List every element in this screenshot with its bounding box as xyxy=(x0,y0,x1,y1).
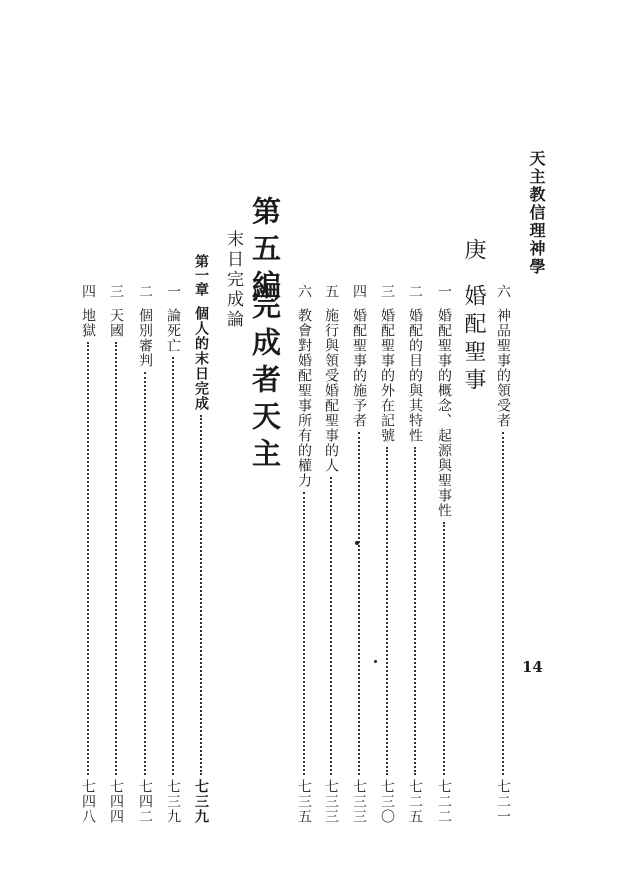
section-title: 婚配聖事 xyxy=(461,284,486,396)
entry-text: 神品聖事的領受者 xyxy=(495,308,511,428)
toc-entry xyxy=(319,284,343,824)
entry-page: 七二五 xyxy=(407,779,423,824)
entry-text: 論死亡 xyxy=(165,308,181,353)
entry-number: 五 xyxy=(323,284,339,298)
entry-number: 二 xyxy=(137,284,153,298)
entry-number: 六 xyxy=(296,284,312,298)
dot-leader xyxy=(87,342,89,775)
toc-entry xyxy=(161,284,185,824)
entry-number: 六 xyxy=(495,284,511,298)
entry-text: 婚配聖事的施予者 xyxy=(351,308,367,428)
scan-speck xyxy=(355,541,359,545)
toc-entry xyxy=(432,284,456,824)
toc-entry xyxy=(491,284,515,824)
entry-number: 四 xyxy=(80,284,96,298)
toc-entry xyxy=(292,284,316,824)
dot-leader xyxy=(200,415,202,775)
chapter-entry xyxy=(189,254,213,824)
section-ordinal: 庚 xyxy=(461,238,486,266)
dot-leader xyxy=(144,372,146,775)
entry-page: 七二一 xyxy=(495,779,511,824)
entry-page: 七三三 xyxy=(351,779,367,824)
entry-page: 七四四 xyxy=(108,779,124,824)
part-subtitle: 末日完成論 xyxy=(223,230,243,330)
entry-text: 婚配聖事的外在記號 xyxy=(379,308,395,443)
entry-number: 三 xyxy=(379,284,395,298)
scan-speck xyxy=(374,660,377,663)
entry-text: 天國 xyxy=(108,308,124,338)
toc-entry xyxy=(104,284,128,824)
entry-text: 婚配聖事的概念、起源與聖事性 xyxy=(436,308,452,518)
running-header: 天主教信理神學 xyxy=(527,150,546,276)
chapter-page: 七三九 xyxy=(193,779,209,824)
chapter-text: 個人的末日完成 xyxy=(193,306,209,411)
entry-page: 七三五 xyxy=(296,779,312,824)
entry-text: 教會對婚配聖事所有的權力 xyxy=(296,308,312,488)
entry-text: 施行與領受婚配聖事的人 xyxy=(323,308,339,473)
dot-leader xyxy=(502,432,504,775)
entry-number: 二 xyxy=(407,284,423,298)
entry-text: 個別審判 xyxy=(137,308,153,368)
toc-entry xyxy=(403,284,427,824)
dot-leader xyxy=(330,477,332,775)
entry-text: 地獄 xyxy=(80,308,96,338)
toc-entry xyxy=(347,284,371,824)
entry-page: 七三〇 xyxy=(379,779,395,824)
entry-number: 一 xyxy=(436,284,452,298)
dot-leader xyxy=(115,342,117,775)
part-label: 第五編 xyxy=(248,196,282,307)
dot-leader xyxy=(172,357,174,775)
page-number: 14 xyxy=(522,658,543,676)
dot-leader xyxy=(414,447,416,775)
entry-number: 一 xyxy=(165,284,181,298)
entry-page: 七三三 xyxy=(323,779,339,824)
dot-leader xyxy=(358,432,360,775)
entry-number: 三 xyxy=(108,284,124,298)
entry-text: 婚配的目的與其特性 xyxy=(407,308,423,443)
entry-page: 七四二 xyxy=(137,779,153,824)
part-title: 完成者天主 xyxy=(248,290,282,475)
toc-entry xyxy=(375,284,399,824)
chapter-number: 第一章 xyxy=(193,254,209,296)
dot-leader xyxy=(443,522,445,775)
entry-page: 七四八 xyxy=(80,779,96,824)
dot-leader xyxy=(303,492,305,775)
toc-entry xyxy=(133,284,157,824)
entry-page: 七三九 xyxy=(165,779,181,824)
dot-leader xyxy=(386,447,388,775)
toc-entry xyxy=(76,284,100,824)
entry-page: 七二二 xyxy=(436,779,452,824)
entry-number: 四 xyxy=(351,284,367,298)
